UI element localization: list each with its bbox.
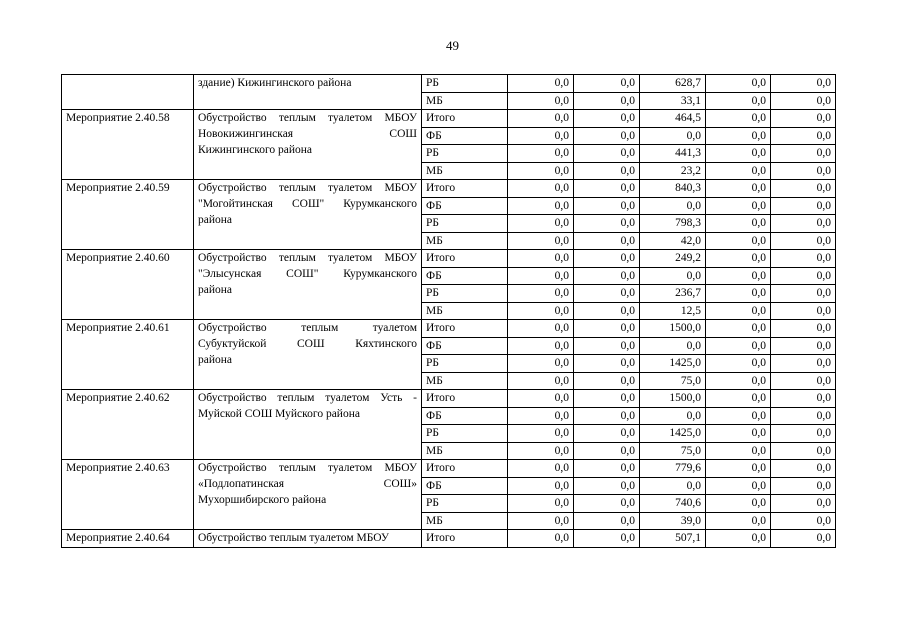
event-code-cell: Мероприятие 2.40.58 xyxy=(62,110,194,180)
amount-cell: 0,0 xyxy=(508,162,574,180)
amount-cell: 0,0 xyxy=(706,110,771,128)
description-line: Мухоршибирского района xyxy=(198,494,327,506)
event-description-cell xyxy=(194,110,422,180)
event-description-cell xyxy=(194,180,422,250)
amount-cell: 0,0 xyxy=(771,92,836,110)
amount-cell: 0,0 xyxy=(574,302,640,320)
description-line: Муйской СОШ Муйского района xyxy=(198,408,360,420)
description-line: Обустройство теплым туалетом xyxy=(198,322,417,334)
amount-cell: 0,0 xyxy=(640,407,706,425)
funding-source-cell: РБ xyxy=(422,145,508,163)
budget-table xyxy=(61,74,836,548)
amount-cell: 0,0 xyxy=(574,250,640,268)
amount-cell: 0,0 xyxy=(771,250,836,268)
amount-cell: 0,0 xyxy=(508,250,574,268)
event-description-cell xyxy=(194,320,422,390)
funding-source-cell: ФБ xyxy=(422,197,508,215)
description-line: Обустройство теплым туалетом МБОУ xyxy=(198,532,390,544)
event-code-cell: Мероприятие 2.40.63 xyxy=(62,460,194,530)
amount-cell: 0,0 xyxy=(771,425,836,443)
description-line: "Элысунская СОШ" Курумканского xyxy=(198,268,417,280)
amount-cell: 0,0 xyxy=(771,355,836,373)
amount-cell: 0,0 xyxy=(771,197,836,215)
amount-cell: 0,0 xyxy=(574,197,640,215)
description-line: Обустройство теплым туалетом Усть - xyxy=(198,392,417,404)
funding-source-cell: МБ xyxy=(422,372,508,390)
amount-cell: 0,0 xyxy=(706,460,771,478)
amount-cell: 0,0 xyxy=(771,512,836,530)
description-line: Обустройство теплым туалетом МБОУ xyxy=(198,252,417,264)
funding-source-cell: Итого xyxy=(422,530,508,548)
amount-cell: 0,0 xyxy=(771,285,836,303)
amount-cell: 0,0 xyxy=(574,442,640,460)
description-line: Кижингинского района xyxy=(198,144,313,156)
amount-cell: 0,0 xyxy=(574,355,640,373)
funding-source-cell: РБ xyxy=(422,285,508,303)
amount-cell: 0,0 xyxy=(574,127,640,145)
amount-cell: 0,0 xyxy=(508,372,574,390)
funding-source-cell: МБ xyxy=(422,302,508,320)
amount-cell: 0,0 xyxy=(508,285,574,303)
funding-source-cell: ФБ xyxy=(422,267,508,285)
funding-source-cell: Итого xyxy=(422,460,508,478)
event-code-cell: Мероприятие 2.40.64 xyxy=(62,530,194,548)
amount-cell: 0,0 xyxy=(706,302,771,320)
amount-cell: 0,0 xyxy=(574,512,640,530)
funding-source-cell: МБ xyxy=(422,162,508,180)
funding-source-cell: ФБ xyxy=(422,477,508,495)
funding-source-cell: Итого xyxy=(422,320,508,338)
amount-cell: 0,0 xyxy=(508,390,574,408)
amount-cell: 0,0 xyxy=(771,215,836,233)
funding-source-cell: РБ xyxy=(422,75,508,93)
amount-cell: 0,0 xyxy=(640,127,706,145)
event-description-cell xyxy=(194,460,422,530)
amount-cell: 1425,0 xyxy=(640,355,706,373)
amount-cell: 42,0 xyxy=(640,232,706,250)
funding-source-cell: ФБ xyxy=(422,127,508,145)
table-body xyxy=(62,75,836,548)
amount-cell: 0,0 xyxy=(574,162,640,180)
amount-cell: 0,0 xyxy=(706,197,771,215)
amount-cell: 0,0 xyxy=(508,180,574,198)
amount-cell: 0,0 xyxy=(706,320,771,338)
amount-cell: 249,2 xyxy=(640,250,706,268)
description-line: «Подлопатинская СОШ» xyxy=(198,478,417,490)
amount-cell: 0,0 xyxy=(574,477,640,495)
amount-cell: 0,0 xyxy=(508,232,574,250)
amount-cell: 75,0 xyxy=(640,442,706,460)
amount-cell: 23,2 xyxy=(640,162,706,180)
amount-cell: 0,0 xyxy=(706,267,771,285)
amount-cell: 0,0 xyxy=(640,477,706,495)
amount-cell: 0,0 xyxy=(706,425,771,443)
amount-cell: 0,0 xyxy=(640,197,706,215)
funding-source-cell: РБ xyxy=(422,425,508,443)
amount-cell: 0,0 xyxy=(574,75,640,93)
amount-cell: 0,0 xyxy=(706,355,771,373)
amount-cell: 0,0 xyxy=(574,92,640,110)
page-number: 49 xyxy=(446,38,459,53)
amount-cell: 0,0 xyxy=(640,337,706,355)
amount-cell: 0,0 xyxy=(771,145,836,163)
amount-cell: 798,3 xyxy=(640,215,706,233)
amount-cell: 0,0 xyxy=(771,232,836,250)
amount-cell: 0,0 xyxy=(508,110,574,128)
amount-cell: 12,5 xyxy=(640,302,706,320)
amount-cell: 0,0 xyxy=(574,460,640,478)
amount-cell: 779,6 xyxy=(640,460,706,478)
amount-cell: 0,0 xyxy=(574,390,640,408)
description-line: Субуктуйской СОШ Кяхтинского xyxy=(198,338,417,350)
amount-cell: 0,0 xyxy=(771,110,836,128)
amount-cell: 0,0 xyxy=(508,145,574,163)
amount-cell: 0,0 xyxy=(706,162,771,180)
table-row xyxy=(62,75,836,93)
event-code-cell xyxy=(62,75,194,110)
funding-source-cell: Итого xyxy=(422,250,508,268)
amount-cell: 0,0 xyxy=(508,512,574,530)
amount-cell: 0,0 xyxy=(771,75,836,93)
amount-cell: 0,0 xyxy=(771,407,836,425)
description-line: Обустройство теплым туалетом МБОУ xyxy=(198,462,417,474)
amount-cell: 1500,0 xyxy=(640,320,706,338)
event-code-cell: Мероприятие 2.40.59 xyxy=(62,180,194,250)
amount-cell: 0,0 xyxy=(508,495,574,513)
amount-cell: 0,0 xyxy=(771,390,836,408)
amount-cell: 464,5 xyxy=(640,110,706,128)
amount-cell: 0,0 xyxy=(706,127,771,145)
amount-cell: 0,0 xyxy=(771,337,836,355)
amount-cell: 0,0 xyxy=(706,407,771,425)
amount-cell: 0,0 xyxy=(706,285,771,303)
amount-cell: 0,0 xyxy=(574,320,640,338)
amount-cell: 0,0 xyxy=(508,442,574,460)
amount-cell: 0,0 xyxy=(508,92,574,110)
amount-cell: 0,0 xyxy=(771,180,836,198)
description-line: Новокижингинская СОШ xyxy=(198,128,417,140)
event-description-cell xyxy=(194,390,422,460)
amount-cell: 0,0 xyxy=(574,232,640,250)
amount-cell: 0,0 xyxy=(771,127,836,145)
amount-cell: 0,0 xyxy=(771,162,836,180)
amount-cell: 1500,0 xyxy=(640,390,706,408)
amount-cell: 0,0 xyxy=(508,215,574,233)
table-row xyxy=(62,460,836,478)
funding-source-cell: РБ xyxy=(422,355,508,373)
description-line: Обустройство теплым туалетом МБОУ xyxy=(198,182,417,194)
description-line: района xyxy=(198,284,233,296)
description-line: "Могойтинская СОШ" Курумканского xyxy=(198,198,417,210)
amount-cell: 0,0 xyxy=(574,285,640,303)
amount-cell: 0,0 xyxy=(706,92,771,110)
amount-cell: 0,0 xyxy=(771,530,836,548)
amount-cell: 0,0 xyxy=(706,145,771,163)
funding-source-cell: МБ xyxy=(422,512,508,530)
amount-cell: 0,0 xyxy=(706,180,771,198)
amount-cell: 0,0 xyxy=(706,495,771,513)
amount-cell: 0,0 xyxy=(508,337,574,355)
amount-cell: 0,0 xyxy=(706,75,771,93)
amount-cell: 0,0 xyxy=(508,127,574,145)
table-row xyxy=(62,390,836,408)
amount-cell: 0,0 xyxy=(508,407,574,425)
amount-cell: 0,0 xyxy=(771,495,836,513)
amount-cell: 0,0 xyxy=(508,355,574,373)
amount-cell: 0,0 xyxy=(706,477,771,495)
amount-cell: 0,0 xyxy=(574,267,640,285)
amount-cell: 39,0 xyxy=(640,512,706,530)
table-row xyxy=(62,250,836,268)
funding-source-cell: Итого xyxy=(422,110,508,128)
funding-source-cell: МБ xyxy=(422,92,508,110)
funding-source-cell: МБ xyxy=(422,232,508,250)
amount-cell: 0,0 xyxy=(574,145,640,163)
table-row xyxy=(62,180,836,198)
funding-source-cell: МБ xyxy=(422,442,508,460)
table-row xyxy=(62,530,836,548)
amount-cell: 0,0 xyxy=(574,407,640,425)
amount-cell: 441,3 xyxy=(640,145,706,163)
amount-cell: 0,0 xyxy=(706,390,771,408)
funding-source-cell: Итого xyxy=(422,390,508,408)
amount-cell: 0,0 xyxy=(706,215,771,233)
amount-cell: 0,0 xyxy=(574,530,640,548)
amount-cell: 0,0 xyxy=(508,197,574,215)
amount-cell: 0,0 xyxy=(640,267,706,285)
amount-cell: 0,0 xyxy=(574,337,640,355)
amount-cell: 0,0 xyxy=(771,477,836,495)
amount-cell: 0,0 xyxy=(508,75,574,93)
amount-cell: 0,0 xyxy=(706,442,771,460)
amount-cell: 0,0 xyxy=(706,337,771,355)
amount-cell: 507,1 xyxy=(640,530,706,548)
amount-cell: 0,0 xyxy=(706,530,771,548)
event-description-cell xyxy=(194,75,422,110)
amount-cell: 0,0 xyxy=(706,512,771,530)
amount-cell: 0,0 xyxy=(771,267,836,285)
amount-cell: 628,7 xyxy=(640,75,706,93)
amount-cell: 0,0 xyxy=(508,460,574,478)
amount-cell: 0,0 xyxy=(706,250,771,268)
amount-cell: 840,3 xyxy=(640,180,706,198)
event-code-cell: Мероприятие 2.40.62 xyxy=(62,390,194,460)
amount-cell: 0,0 xyxy=(771,460,836,478)
amount-cell: 740,6 xyxy=(640,495,706,513)
amount-cell: 0,0 xyxy=(508,530,574,548)
amount-cell: 0,0 xyxy=(508,320,574,338)
amount-cell: 1425,0 xyxy=(640,425,706,443)
description-line: Обустройство теплым туалетом МБОУ xyxy=(198,112,417,124)
description-line: района xyxy=(198,354,233,366)
funding-source-cell: ФБ xyxy=(422,337,508,355)
amount-cell: 33,1 xyxy=(640,92,706,110)
event-description-cell xyxy=(194,530,422,548)
amount-cell: 0,0 xyxy=(706,232,771,250)
amount-cell: 0,0 xyxy=(574,495,640,513)
funding-source-cell: ФБ xyxy=(422,407,508,425)
amount-cell: 0,0 xyxy=(508,267,574,285)
amount-cell: 0,0 xyxy=(706,372,771,390)
amount-cell: 0,0 xyxy=(771,302,836,320)
description-line: здание) Кижингинского района xyxy=(198,77,352,89)
amount-cell: 75,0 xyxy=(640,372,706,390)
amount-cell: 236,7 xyxy=(640,285,706,303)
amount-cell: 0,0 xyxy=(508,302,574,320)
table-row xyxy=(62,320,836,338)
table-row xyxy=(62,110,836,128)
event-code-cell: Мероприятие 2.40.61 xyxy=(62,320,194,390)
funding-source-cell: РБ xyxy=(422,495,508,513)
amount-cell: 0,0 xyxy=(574,215,640,233)
event-description-cell xyxy=(194,250,422,320)
amount-cell: 0,0 xyxy=(574,110,640,128)
funding-source-cell: Итого xyxy=(422,180,508,198)
amount-cell: 0,0 xyxy=(574,425,640,443)
amount-cell: 0,0 xyxy=(508,425,574,443)
amount-cell: 0,0 xyxy=(574,180,640,198)
amount-cell: 0,0 xyxy=(771,320,836,338)
event-code-cell: Мероприятие 2.40.60 xyxy=(62,250,194,320)
funding-source-cell: РБ xyxy=(422,215,508,233)
description-line: района xyxy=(198,214,233,226)
amount-cell: 0,0 xyxy=(574,372,640,390)
amount-cell: 0,0 xyxy=(771,372,836,390)
amount-cell: 0,0 xyxy=(771,442,836,460)
amount-cell: 0,0 xyxy=(508,477,574,495)
